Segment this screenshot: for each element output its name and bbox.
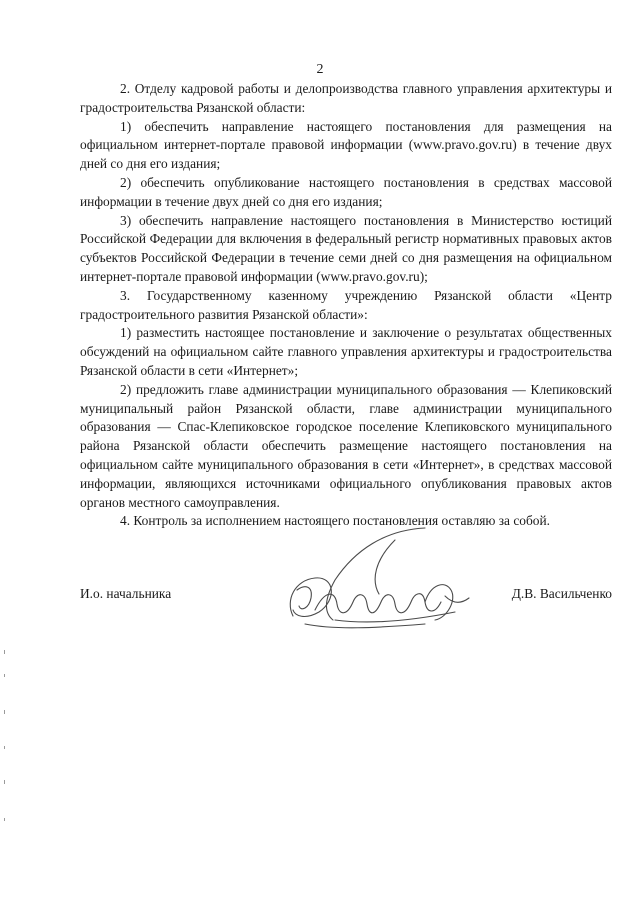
signatory-name: Д.В. Васильченко <box>511 586 612 601</box>
paragraph: 2) обеспечить опубликование настоящего постановления в средствах массовой информации в течение двух дней со дня его издания; <box>80 174 612 209</box>
margin-scan-marks <box>3 650 7 850</box>
signature-block <box>80 586 612 626</box>
paragraph: 1) обеспечить направление настоящего постановления для размещения на официальном интернет-портале правовой информации (www.pravo.gov.ru) в течение двух дней со дня его издания; <box>80 118 612 172</box>
paragraph: 3) обеспечить направление настоящего постановления в Министерство юстиций Российской Федерации для включения в федеральный регистр нормативных правовых актов субъектов Российской Федерации в течение семи дней со дня размещения на официальном интернет-портале правовой информации (www.pravo.gov.ru); <box>80 212 612 284</box>
document-body <box>80 80 612 531</box>
paragraph: 4. Контроль за исполнением настоящего постановления оставляю за собой. <box>120 513 551 529</box>
signatory-position: И.о. начальника <box>80 586 172 601</box>
page-number: 2 <box>316 62 324 77</box>
paragraph: 3. Государственному казенному учреждению Рязанской области «Центр градостроительного развития Рязанской области»: <box>80 287 612 322</box>
paragraph: 2) предложить главе администрации муниципального образования — Клепиковский муниципальный район Рязанской области, главе администрации муниципального образования — Спас-Клепиковское городское поселение Клепиковского муниципального района Рязанской области обеспечить размещение настоящего постановления на официальном сайте муниципального образования в сети «Интернет», в средствах массовой информации, являющихся источниками официального опубликования правовых актов органов местного самоуправления. <box>80 381 612 510</box>
paragraph: 2. Отделу кадровой работы и делопроизводства главного управления архитектуры и градостроительства Рязанской области: <box>80 81 612 115</box>
paragraph: 1) разместить настоящее постановление и заключение о результатах общественных обсуждений на официальном сайте главного управления архитектуры и градостроительства Рязанской области в сети «Интернет»; <box>80 325 612 378</box>
